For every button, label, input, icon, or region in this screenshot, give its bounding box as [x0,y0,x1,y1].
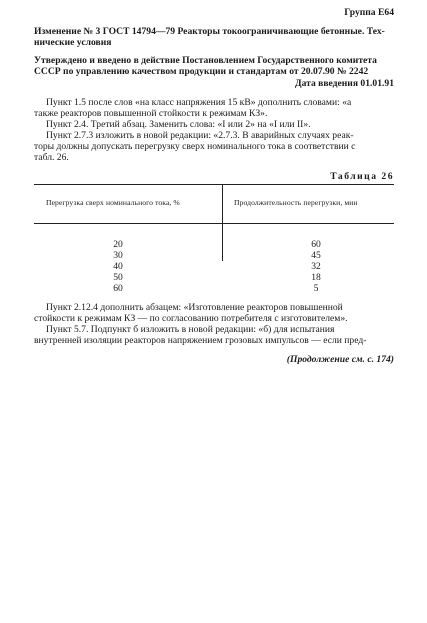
approval-line-2: СССР по управлению качеством продукции и стандартам от 20.07.90 № 2242 [34,66,369,77]
table-cell-overload: 30 [113,250,123,261]
table-header-rule [34,223,394,224]
table-caption: Таблица 26 [330,171,394,182]
paragraph-2: Пункт 2.4. Третий абзац. Заменить слова: «I или 2» на «I или II». [46,119,311,130]
paragraph-4-line-2: стойкости к режимам КЗ — по согласованию потребителя с изготовителем». [34,313,348,324]
table-cell-overload: 40 [113,261,123,272]
paragraph-1-line-1: Пункт 1.5 после слов «на класс напряжения 15 кВ» дополнить словами: «а [46,97,352,108]
paragraph-3-line-2: торы должны допускать перегрузку сверх номинального тока в соответствии с [34,141,356,152]
change-title-line-1: Изменение № 3 ГОСТ 14794—79 Реакторы токоограничивающие бетонные. Тех- [34,26,385,37]
paragraph-3-line-1: Пункт 2.7.3 изложить в новой редакции: «2.7.3. В аварийных случаях реак- [46,130,354,141]
table-cell-duration: 45 [311,250,321,261]
continued-note: (Продолжение см. с. 174) [286,354,394,365]
approval-line-1: Утверждено и введено в действие Постановлением Государственного комитета [34,55,377,66]
table-cell-duration: 18 [311,272,321,283]
introduction-date: Дата введения 01.01.91 [294,78,394,89]
paragraph-1-line-2: также реакторов повышенной стойкости к режимам КЗ». [34,108,268,119]
paragraph-5-line-2: внутренней изоляции реакторов напряжением грозовых импульсов — если пред- [34,335,367,346]
table-cell-overload: 50 [113,272,123,283]
table-cell-overload: 60 [113,283,123,294]
table-top-rule [34,184,394,185]
group-code: Группа Е64 [344,7,394,18]
paragraph-4-line-1: Пункт 2.12.4 дополнить абзацем: «Изготовление реакторов повышенной [46,302,343,313]
table-cell-duration: 5 [313,283,319,294]
change-title-line-2: нические условия [34,37,112,48]
table-cell-overload: 20 [113,239,123,250]
col-header-overload: Перегрузка сверх номинального тока, % [46,198,180,207]
table-cell-duration: 60 [311,239,321,250]
paragraph-3-line-3: табл. 26. [34,152,69,163]
table-cell-duration: 32 [311,261,321,272]
col-header-duration: Продолжительность перегрузки, мин [234,198,358,207]
paragraph-5-line-1: Пункт 5.7. Подпункт б изложить в новой редакции: «б) для испытания [46,324,335,335]
